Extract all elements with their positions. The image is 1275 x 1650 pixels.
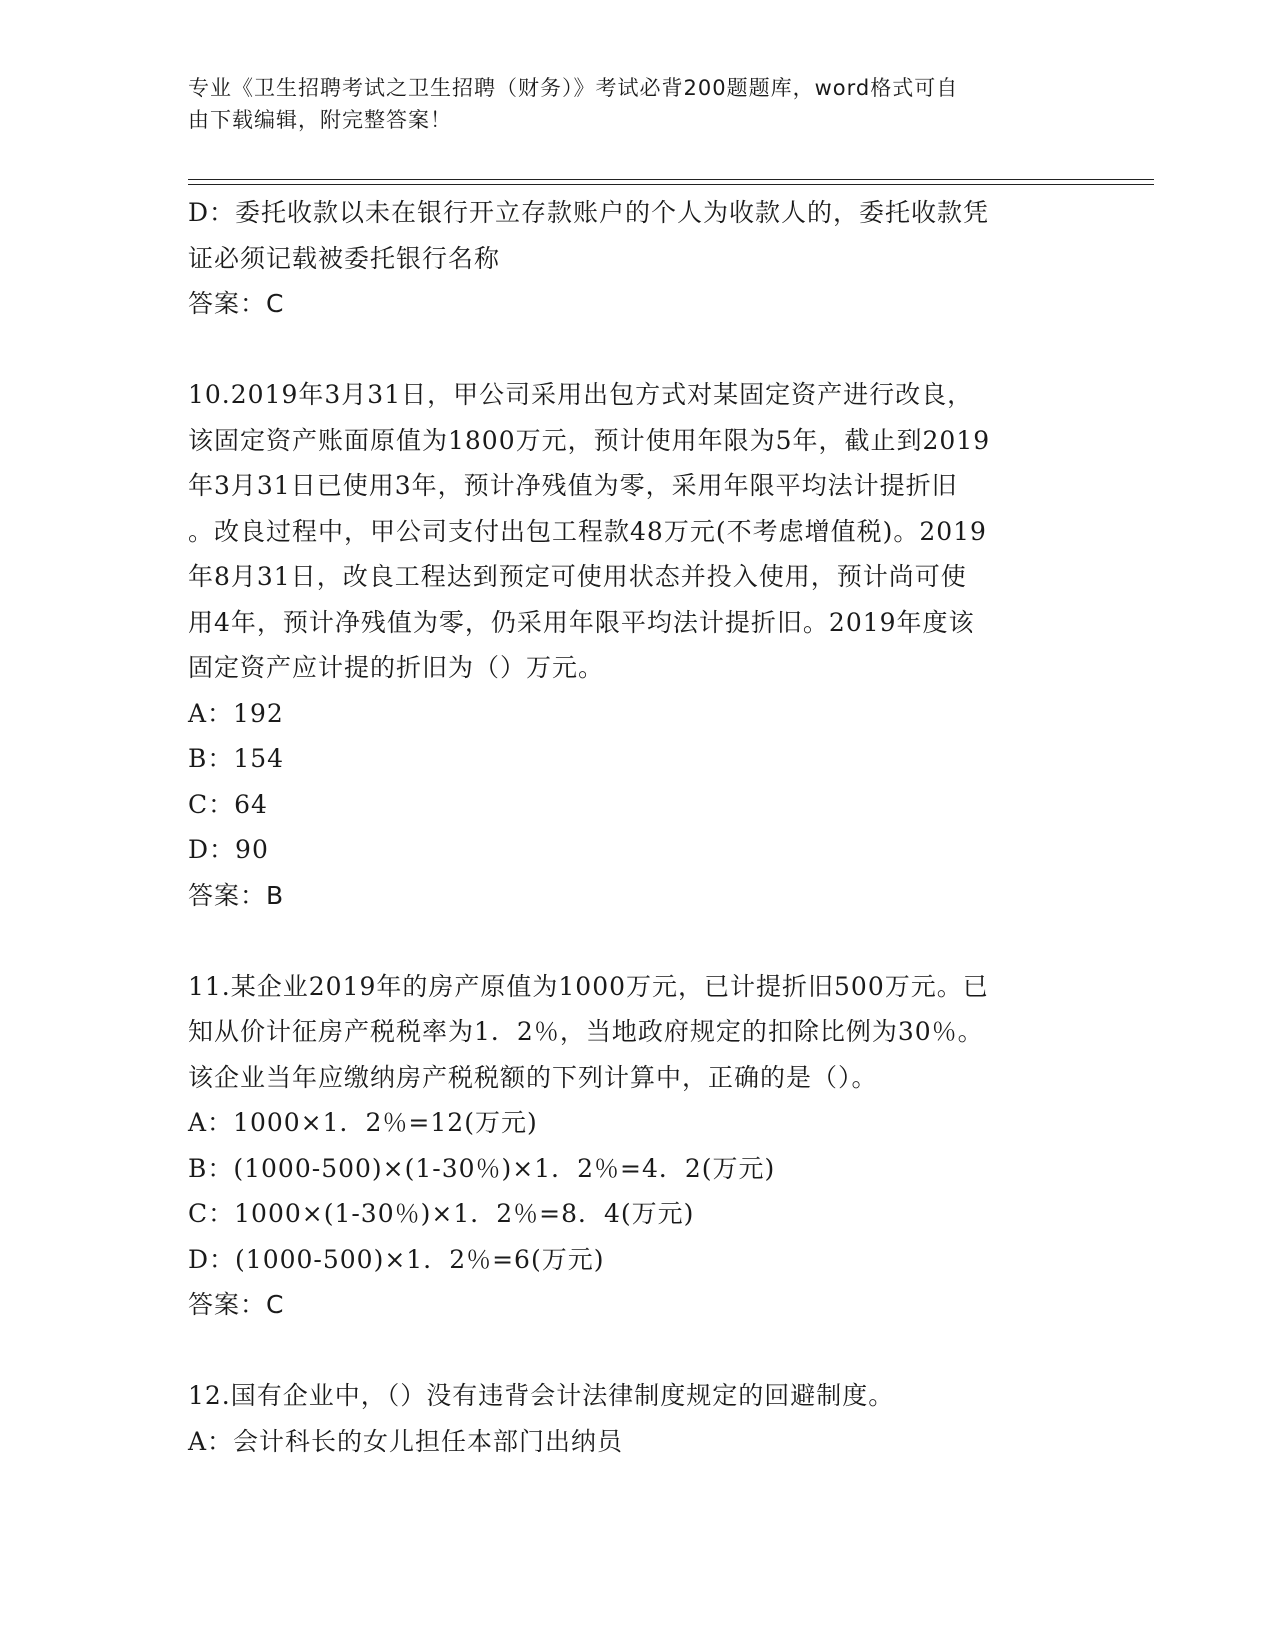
q10-option-c: C：64 — [188, 789, 268, 819]
q12-stem-line: 12.国有企业中，（）没有违背会计法律制度规定的回避制度。 — [188, 1381, 895, 1410]
q10-answer: 答案：B — [188, 880, 285, 910]
q10-option-b: B：154 — [188, 744, 285, 773]
q10-stem-line: 10.2019年3月31日，甲公司采用出包方式对某固定资产进行改良， — [188, 380, 974, 409]
q10-option-a: A：192 — [188, 698, 284, 728]
q9-option-d-line-2: 证必须记载被委托银行名称 — [188, 243, 501, 273]
header-line-1: 专业《卫生招聘考试之卫生招聘（财务）》考试必背200题题库，word格式可自 — [188, 76, 959, 100]
q9-option-d-line-1: D：委托收款以未在银行开立存款账户的个人为收款人的，委托收款凭 — [188, 198, 990, 227]
q10-stem-line: 固定资产应计提的折旧为（）万元。 — [188, 653, 605, 682]
q10-stem-line: 年3月31日已使用3年，预计净残值为零，采用年限平均法计提折旧 — [188, 471, 958, 500]
q11-option-c: C：1000×(1-30％)×1．2％=8．4(万元) — [188, 1199, 695, 1228]
question-content — [188, 190, 1088, 1464]
q10-stem-line: 该固定资产账面原值为1800万元，预计使用年限为5年，截止到2019 — [188, 425, 991, 455]
q11-option-b: B：(1000-500)×(1-30％)×1．2％=4．2(万元) — [188, 1153, 776, 1183]
header-line-2: 由下载编辑，附完整答案！ — [188, 108, 452, 132]
q12-option-a: A：会计科长的女儿担任本部门出纳员 — [188, 1426, 624, 1456]
q10-stem-line: 用4年，预计净残值为零，仍采用年限平均法计提折旧。2019年度该 — [188, 607, 975, 637]
q11-stem-line: 知从价计征房产税税率为1．2％，当地政府规定的扣除比例为30％。 — [188, 1017, 984, 1046]
spacer — [188, 327, 1088, 373]
header-divider-top — [188, 179, 1154, 180]
header-divider-bottom — [188, 184, 1154, 185]
q11-option-d: D：(1000-500)×1．2％=6(万元) — [188, 1244, 605, 1274]
q9-answer: 答案：C — [188, 289, 285, 318]
q10-stem-line: 。改良过程中，甲公司支付出包工程款48万元(不考虑增值税)。2019 — [188, 516, 987, 546]
spacer — [188, 918, 1088, 964]
q11-stem-line: 11.某企业2019年的房产原值为1000万元，已计提折旧500万元。已 — [188, 971, 989, 1001]
q10-option-d: D：90 — [188, 835, 269, 864]
q11-option-a: A：1000×1．2％=12(万元) — [188, 1108, 538, 1137]
q10-stem-line: 年8月31日，改良工程达到预定可使用状态并投入使用，预计尚可使 — [188, 562, 967, 591]
q11-answer: 答案：C — [188, 1290, 285, 1319]
q11-stem-line: 该企业当年应缴纳房产税税额的下列计算中，正确的是（）。 — [188, 1062, 878, 1092]
spacer — [188, 1328, 1088, 1374]
document-header — [188, 72, 1088, 136]
